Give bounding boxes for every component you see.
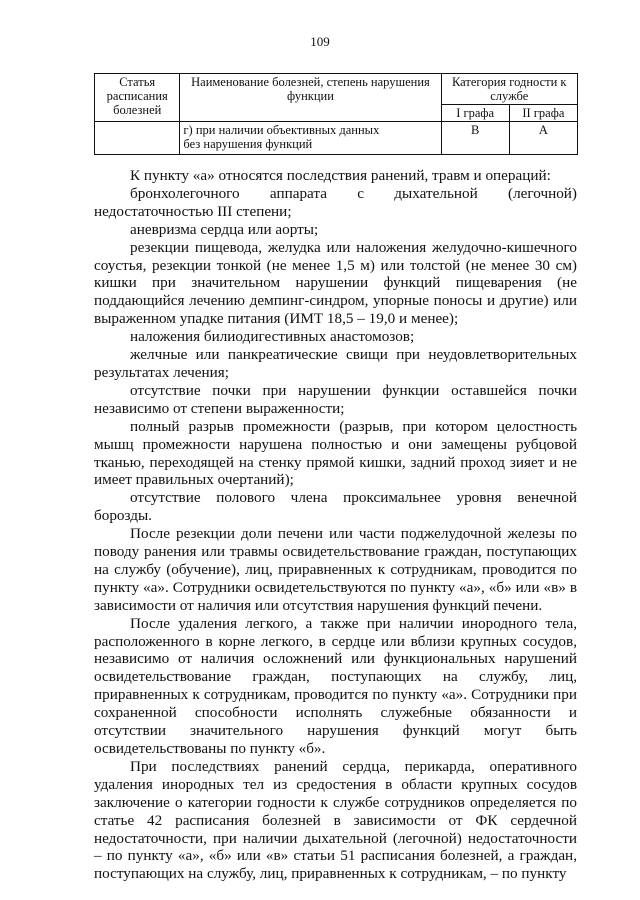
table-row — [95, 122, 578, 155]
paragraph: При последствиях ранений сердца, перикарда, оперативного удаления инородных тел из средостения в области крупных сосудов заключение о категории годности к службе сотрудников определяется по статье 42 расписания болезней в зависимости от ФК сердечной недостаточности, при наличии дыхательной (легочной) недостаточности – по пункту «а», «б» или «в» статьи 51 расписания болезней, а граждан, поступающих на службу, лиц, приравненных к сотрудникам, – по пункту — [94, 757, 577, 883]
header-col-1: I графа — [441, 105, 509, 122]
header-category: Категория годности к службе — [441, 74, 577, 105]
disease-table — [94, 73, 578, 155]
paragraph: бронхолегочного аппарата с дыхательной (легочной) недостаточностью III степени; — [94, 184, 577, 220]
paragraph: аневризма сердца или аорты; — [130, 220, 319, 238]
paragraph: резекции пищевода, желудка или наложения желудочно-кишечного соустья, резекции тонкой (не менее 1,5 м) или толстой (не менее 30 см) кишки при значительном нарушении функций пищеварения (не поддающийся лечению демпинг-синдром, упорные поносы и другие) или выраженном упадке питания (ИМТ 18,5 – 19,0 и менее); — [94, 238, 577, 328]
header-disease: Наименование болезней, степень нарушения функции — [180, 74, 441, 122]
paragraph: желчные или панкреатические свищи при неудовлетворительных результатах лечения; — [94, 346, 577, 381]
paragraph: отсутствие почки при нарушении функции оставшейся почки независимо от степени выраженности; — [94, 381, 577, 417]
table-header-row — [95, 74, 578, 105]
paragraph: К пункту «а» относятся последствия ранений, травм и операций: — [130, 167, 551, 184]
row-disease-line2: без нарушения функций — [183, 137, 313, 151]
body-text — [94, 167, 577, 883]
row-col-1: В — [441, 122, 509, 155]
paragraph: После удаления легкого, а также при наличии инородного тела, расположенного в корне легкого, в сердце или вблизи крупных сосудов, независимо от наличия осложнений или функциональных нарушений освидетельствование граждан, поступающих на службу, лиц, приравненных к сотрудникам, проводится по пункту «а». Сотрудники при сохраненной способности исполнять служебные обязанности и отсутствии значительного нарушения функций могут быть освидетельствованы по пункту «б». — [94, 614, 577, 757]
row-disease-line1: г) при наличии объективных данных — [183, 123, 380, 137]
paragraph: полный разрыв промежности (разрыв, при котором целостность мышц промежности нарушена полностью и они замещены рубцовой тканью, переходящей на стенку прямой кишки, задний проход зияет и не имеет правильных очертаний); — [94, 417, 577, 489]
header-col-2: II графа — [509, 105, 577, 122]
paragraph: После резекции доли печени или части поджелудочной железы по поводу ранения или травмы освидетельствование граждан, поступающих на службу (обучение), лиц, приравненных к сотрудникам, проводится по пункту «а». Сотрудники освидетельствуются по пункту «а», «б» или «в» в зависимости от наличия или отсутствия нарушения функций печени. — [94, 525, 577, 614]
paragraph: наложения билиодигестивных анастомозов; — [130, 328, 415, 346]
row-disease — [180, 122, 441, 155]
page-number: 109 — [310, 34, 330, 49]
header-article: Статья расписания болезней — [95, 74, 180, 122]
paragraph: отсутствие полового члена проксимальнее уровня венечной борозды. — [94, 489, 577, 525]
row-col-2: А — [509, 122, 577, 155]
row-article — [95, 122, 180, 155]
